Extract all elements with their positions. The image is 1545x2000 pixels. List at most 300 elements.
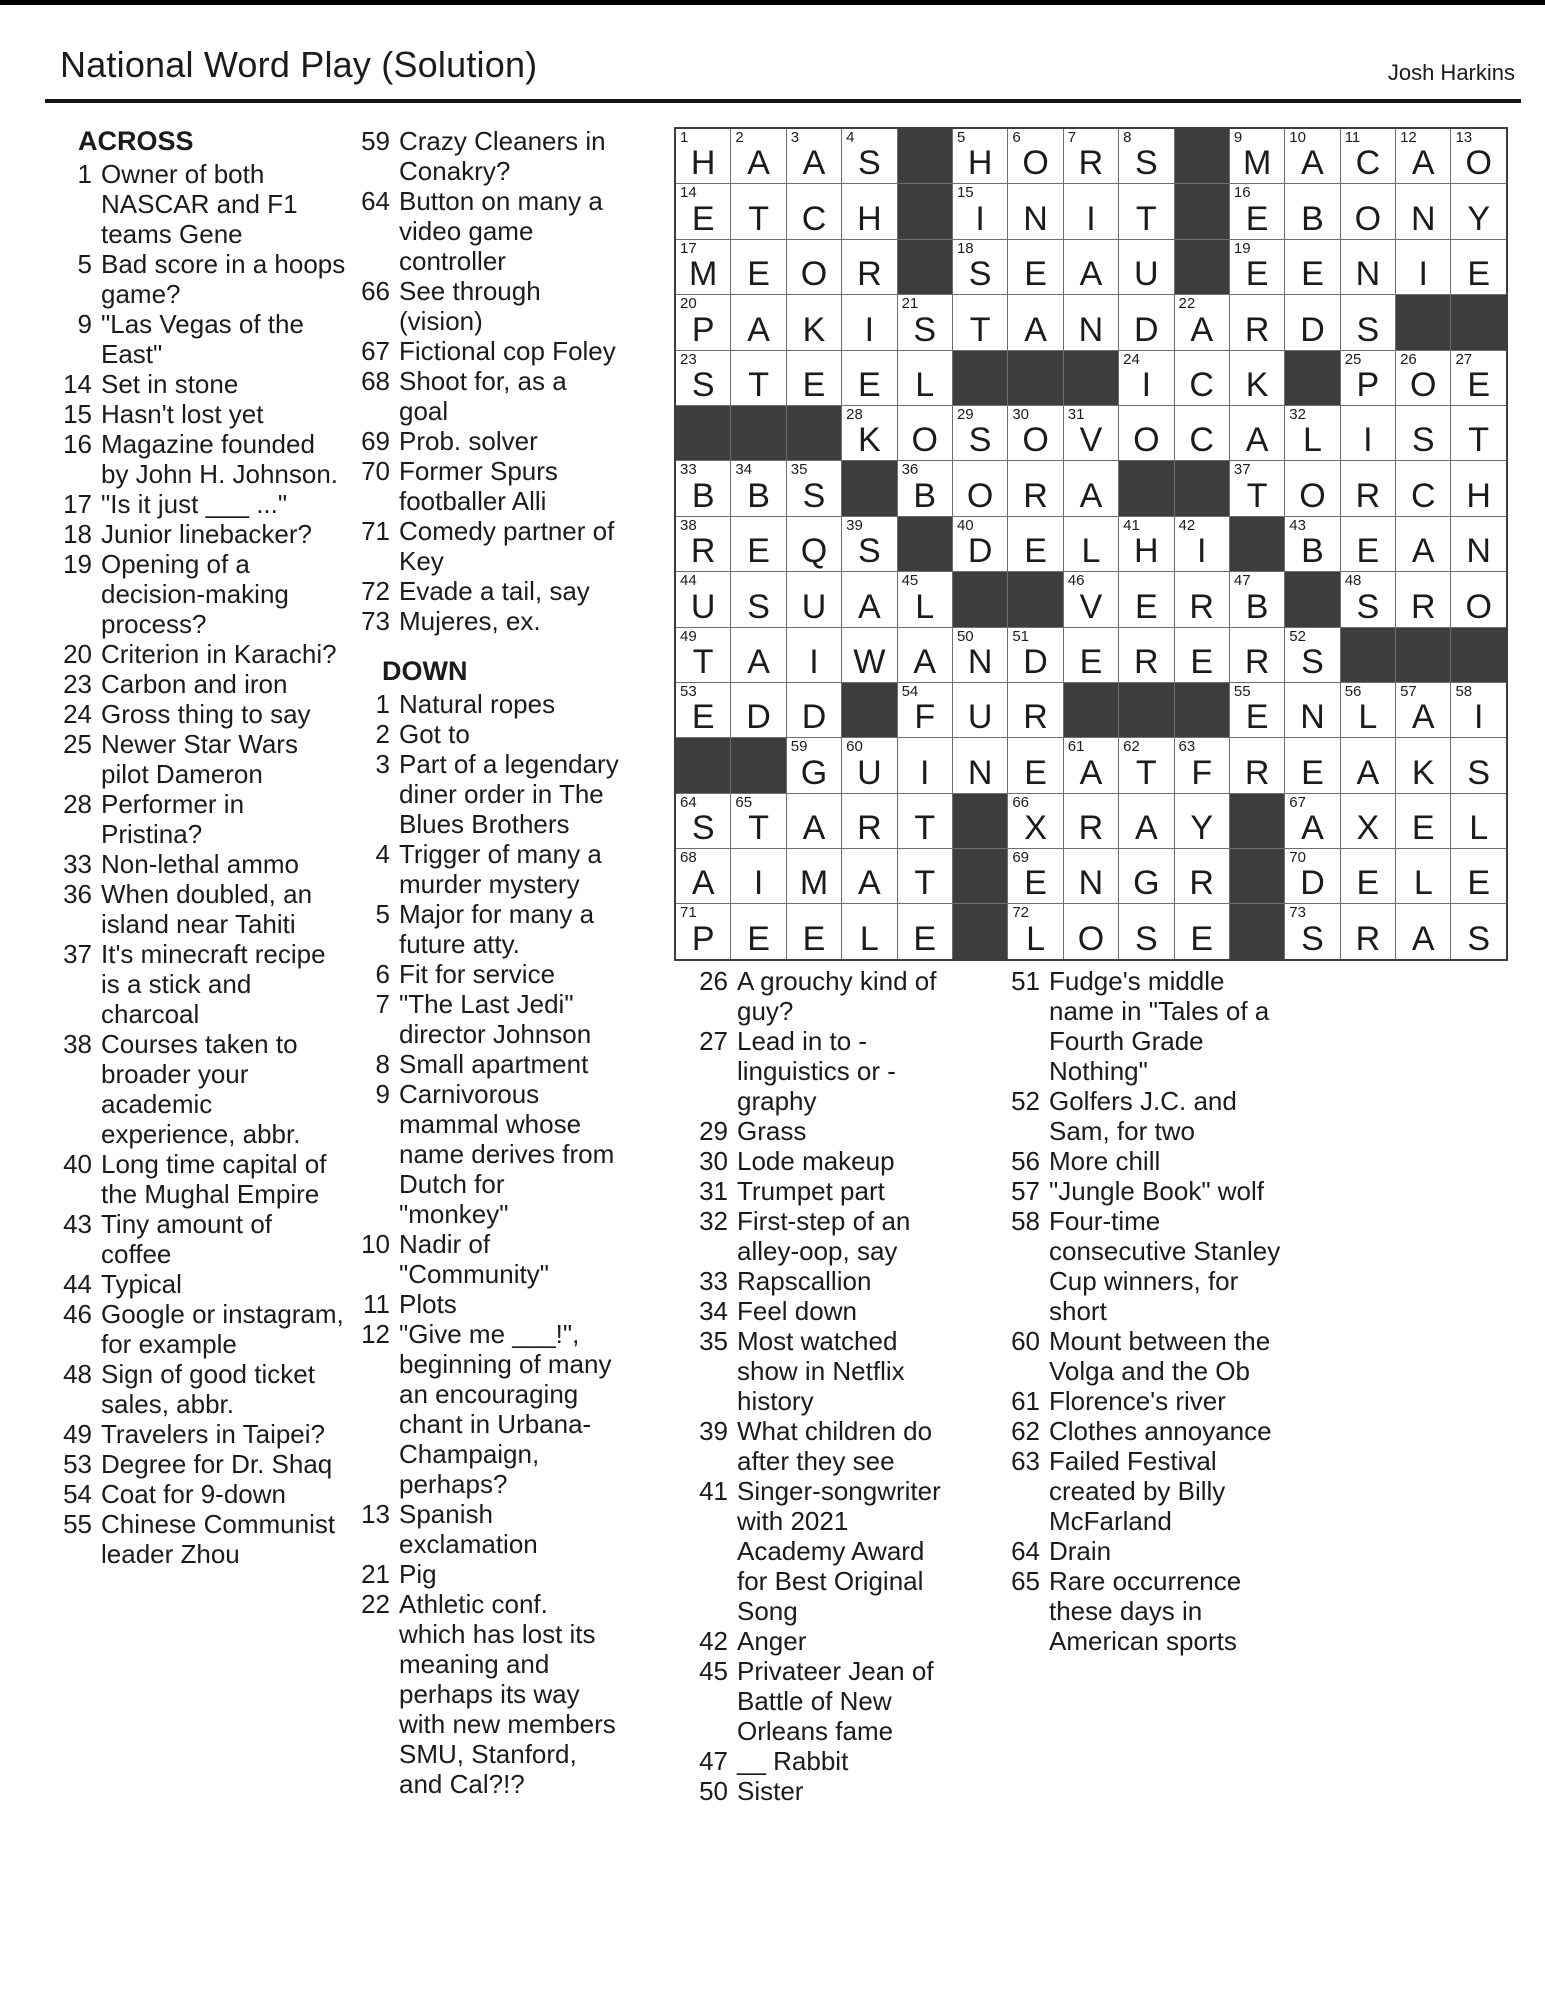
clue-text: Courses taken to broader your academic experience, abbr. xyxy=(101,1029,301,1149)
cell-letter: H xyxy=(857,199,882,238)
clue-text: Trumpet part xyxy=(737,1176,885,1206)
grid-cell xyxy=(1285,794,1339,848)
grid-cell-black xyxy=(842,461,896,515)
cell-number: 9 xyxy=(1233,129,1243,146)
cell-number: 45 xyxy=(901,572,919,590)
clue-number: 41 xyxy=(699,1476,728,1506)
grid-cell xyxy=(1175,295,1229,349)
cell-letter: U xyxy=(857,753,882,792)
clue-text: Fictional cop Foley xyxy=(399,336,616,366)
cell-number: 34 xyxy=(735,461,753,479)
clue-number: 8 xyxy=(375,1049,390,1079)
clue-number: 69 xyxy=(361,426,390,456)
cell-letter: M xyxy=(799,864,829,903)
clue-item xyxy=(60,639,350,669)
grid-cell-black xyxy=(1285,572,1339,626)
clue-number: 38 xyxy=(63,1029,92,1059)
clue-item xyxy=(352,899,620,959)
grid-cell xyxy=(1008,129,1062,183)
clue-number: 73 xyxy=(361,606,390,636)
clue-number: 45 xyxy=(699,1656,728,1686)
clue-text: See through (vision) xyxy=(399,276,541,336)
clue-text: Privateer Jean of Battle of New Orleans fame xyxy=(737,1656,934,1746)
clue-item xyxy=(60,729,350,789)
grid-cell xyxy=(1396,240,1450,294)
cell-letter: T xyxy=(914,864,936,903)
author-byline: Josh Harkins xyxy=(1387,60,1515,85)
cell-letter: N xyxy=(967,753,993,792)
cell-letter: L xyxy=(1413,864,1433,903)
cell-letter: N xyxy=(967,642,993,681)
clue-text: Mujeres, ex. xyxy=(399,606,541,636)
cell-letter: E xyxy=(1356,864,1380,903)
clue-number: 43 xyxy=(63,1209,92,1239)
cell-letter: I xyxy=(975,199,985,238)
cell-letter: E xyxy=(1301,255,1324,294)
clue-item xyxy=(692,1206,964,1266)
clue-item xyxy=(352,959,620,989)
cell-letter: U xyxy=(690,587,716,626)
grid-cell xyxy=(1230,683,1284,737)
clue-number: 64 xyxy=(361,186,390,216)
cell-letter: L xyxy=(915,365,935,404)
cell-number: 35 xyxy=(790,461,808,479)
grid-cell xyxy=(1285,406,1339,460)
grid-cell xyxy=(953,517,1007,571)
grid-cell xyxy=(953,129,1007,183)
clue-item xyxy=(60,309,350,369)
cell-letter: R xyxy=(1078,144,1104,183)
cell-letter: L xyxy=(1081,532,1101,571)
clue-number: 71 xyxy=(361,516,390,546)
cell-letter: E xyxy=(1467,365,1490,404)
clue-item xyxy=(1002,1086,1294,1146)
grid-cell xyxy=(676,129,730,183)
clue-text: Clothes annoyance xyxy=(1049,1416,1272,1446)
grid-cell-black xyxy=(1064,683,1118,737)
cell-letter: N xyxy=(1078,864,1104,903)
clue-number: 5 xyxy=(77,249,92,279)
grid-cell xyxy=(1285,738,1339,792)
clue-item xyxy=(352,1229,620,1289)
cell-letter: E xyxy=(1245,698,1269,737)
grid-cell xyxy=(953,240,1007,294)
cell-number: 10 xyxy=(1289,129,1306,146)
cell-letter: E xyxy=(1024,532,1047,571)
clue-number: 11 xyxy=(363,1289,390,1319)
clue-number: 33 xyxy=(699,1266,728,1296)
cell-letter: A xyxy=(1301,809,1324,848)
grid-cell xyxy=(731,904,785,958)
clue-number: 13 xyxy=(361,1499,390,1529)
cell-letter: A xyxy=(1245,421,1269,460)
grid-cell xyxy=(787,129,841,183)
grid-cell xyxy=(731,351,785,405)
clue-item xyxy=(352,1499,620,1559)
clue-number: 19 xyxy=(63,549,92,579)
grid-cell xyxy=(787,461,841,515)
cell-number: 15 xyxy=(956,184,974,202)
grid-cell xyxy=(953,184,1007,238)
grid-cell xyxy=(1119,794,1173,848)
grid-cell xyxy=(898,849,952,903)
clue-item xyxy=(60,1029,350,1149)
cell-letter: M xyxy=(1242,144,1272,183)
clue-item xyxy=(60,939,350,1029)
clue-text: Fudge's middle name in "Tales of a Fourth Grade Nothing" xyxy=(1049,966,1270,1086)
cell-letter: L xyxy=(859,919,879,958)
clue-text: Magazine founded by John H. Johnson. xyxy=(101,429,339,489)
grid-cell-black xyxy=(731,406,785,460)
grid-cell xyxy=(953,738,1007,792)
cell-letter: E xyxy=(1467,255,1490,294)
grid-cell xyxy=(1285,295,1339,349)
clue-number: 25 xyxy=(63,729,92,759)
clue-number: 36 xyxy=(63,879,92,909)
grid-cell-black xyxy=(1230,904,1284,958)
clue-item xyxy=(60,1149,350,1209)
clue-text: Opening of a decision-making process? xyxy=(101,549,289,639)
cell-letter: A xyxy=(1190,310,1214,349)
clue-item xyxy=(692,966,964,1026)
clue-number: 27 xyxy=(699,1026,728,1056)
cell-number: 37 xyxy=(1233,461,1251,479)
grid-cell xyxy=(731,683,785,737)
clue-text: Evade a tail, say xyxy=(399,576,590,606)
grid-cell xyxy=(676,849,730,903)
grid-cell xyxy=(1341,849,1395,903)
clue-number: 39 xyxy=(699,1416,728,1446)
grid-cell xyxy=(898,738,952,792)
grid-cell xyxy=(1285,240,1339,294)
grid-cell xyxy=(1175,572,1229,626)
grid-cell xyxy=(1119,517,1173,571)
grid-cell xyxy=(1008,184,1062,238)
cell-letter: B xyxy=(747,476,770,515)
clue-item xyxy=(60,789,350,849)
grid-cell xyxy=(1396,351,1450,405)
cell-number: 25 xyxy=(1344,350,1362,368)
grid-cell xyxy=(1341,461,1395,515)
clue-text: Criterion in Karachi? xyxy=(101,639,337,669)
grid-cell xyxy=(1285,517,1339,571)
cell-number: 53 xyxy=(680,682,697,700)
grid-cell xyxy=(1064,628,1118,682)
cell-letter: E xyxy=(1356,532,1380,571)
clue-item xyxy=(692,1176,964,1206)
clue-text: Shoot for, as a goal xyxy=(399,366,567,426)
clue-text: Failed Festival created by Billy McFarland xyxy=(1049,1446,1226,1536)
clue-text: Part of a legendary diner order in The Blues Brothers xyxy=(399,749,619,839)
grid-cell xyxy=(1230,184,1284,238)
cell-letter: R xyxy=(1244,753,1270,792)
grid-cell xyxy=(898,351,952,405)
clue-item xyxy=(60,1209,350,1269)
grid-cell-black xyxy=(898,129,952,183)
cell-letter: O xyxy=(1022,144,1049,183)
cell-letter: N xyxy=(1410,199,1436,238)
clue-item xyxy=(1002,966,1294,1086)
cell-letter: S xyxy=(802,476,826,515)
clue-item xyxy=(352,126,620,186)
cell-number: 39 xyxy=(846,516,863,534)
cell-letter: O xyxy=(1133,421,1160,460)
cell-letter: R xyxy=(1355,919,1381,958)
cell-letter: E xyxy=(1301,753,1324,792)
clue-text: Bad score in a hoops game? xyxy=(101,249,346,309)
cell-letter: A xyxy=(1356,753,1380,792)
grid-cell xyxy=(1341,517,1395,571)
clue-text: Chinese Communist leader Zhou xyxy=(101,1509,336,1569)
grid-cell xyxy=(1064,517,1118,571)
clue-item xyxy=(1002,1536,1294,1566)
grid-cell xyxy=(1396,406,1450,460)
grid-cell xyxy=(842,628,896,682)
clue-number: 28 xyxy=(63,789,92,819)
grid-cell xyxy=(1396,517,1450,571)
cell-number: 51 xyxy=(1012,627,1030,645)
grid-cell xyxy=(842,129,896,183)
clue-text: A grouchy kind of guy? xyxy=(737,966,937,1026)
cell-letter: B xyxy=(1301,532,1324,571)
grid-cell xyxy=(1008,517,1062,571)
cell-letter: E xyxy=(1024,753,1047,792)
grid-cell xyxy=(1064,240,1118,294)
grid-cell xyxy=(1451,129,1505,183)
grid-cell-black xyxy=(953,904,1007,958)
clue-text: Long time capital of the Mughal Empire xyxy=(101,1149,327,1209)
cell-letter: D xyxy=(1134,310,1159,349)
cell-letter: O xyxy=(1410,365,1437,404)
clue-item xyxy=(60,159,350,249)
clue-item xyxy=(352,576,620,606)
cell-letter: R xyxy=(1189,587,1214,626)
grid-cell xyxy=(787,904,841,958)
cell-letter: P xyxy=(691,310,715,349)
clue-number: 33 xyxy=(63,849,92,879)
clue-number: 3 xyxy=(375,749,390,779)
grid-cell xyxy=(787,628,841,682)
clue-text: Lode makeup xyxy=(737,1146,895,1176)
cell-letter: R xyxy=(1134,642,1159,681)
clue-number: 55 xyxy=(63,1509,92,1539)
cell-letter: L xyxy=(915,587,935,626)
cell-letter: E xyxy=(1190,642,1214,681)
cell-letter: E xyxy=(1190,919,1214,958)
cell-letter: O xyxy=(1077,919,1105,958)
clue-number: 35 xyxy=(699,1326,728,1356)
clue-text: Rapscallion xyxy=(737,1266,872,1296)
cell-number: 43 xyxy=(1289,516,1306,534)
cell-number: 63 xyxy=(1178,738,1196,756)
clue-text: Junior linebacker? xyxy=(101,519,313,549)
grid-cell xyxy=(1451,461,1505,515)
clue-number: 7 xyxy=(375,989,390,1019)
cell-letter: N xyxy=(1023,199,1048,238)
cell-number: 52 xyxy=(1289,627,1306,645)
cell-letter: A xyxy=(691,864,715,903)
cell-letter: P xyxy=(1356,365,1380,404)
cell-number: 29 xyxy=(956,405,974,423)
clue-text: Mount between the Volga and the Ob xyxy=(1049,1326,1271,1386)
clue-item xyxy=(60,1479,350,1509)
grid-cell-black xyxy=(1451,295,1505,349)
clue-item xyxy=(60,669,350,699)
grid-cell xyxy=(1341,683,1395,737)
grid-cell xyxy=(1119,184,1173,238)
cell-number: 24 xyxy=(1123,350,1140,368)
clue-item xyxy=(692,1746,964,1776)
grid-cell xyxy=(1008,683,1062,737)
grid-cell xyxy=(1175,738,1229,792)
clue-text: When doubled, an island near Tahiti xyxy=(101,879,313,939)
cell-letter: R xyxy=(1078,809,1104,848)
clue-item xyxy=(60,879,350,939)
grid-cell xyxy=(1396,738,1450,792)
cell-letter: R xyxy=(1244,642,1270,681)
grid-cell xyxy=(1064,738,1118,792)
clue-text: Button on many a video game controller xyxy=(399,186,603,276)
grid-cell xyxy=(787,295,841,349)
cell-letter: I xyxy=(1141,365,1152,404)
grid-cell xyxy=(1285,129,1339,183)
grid-cell xyxy=(676,628,730,682)
cell-number: 56 xyxy=(1344,682,1362,700)
grid-cell xyxy=(676,572,730,626)
grid-cell xyxy=(1341,184,1395,238)
clue-item xyxy=(352,1289,620,1319)
cell-number: 21 xyxy=(901,295,919,313)
cell-letter: A xyxy=(747,642,770,681)
grid-cell-black xyxy=(842,683,896,737)
cell-letter: O xyxy=(1022,421,1049,460)
cell-letter: T xyxy=(1135,753,1157,792)
grid-cell-black xyxy=(1008,351,1062,405)
grid-cell xyxy=(842,295,896,349)
clue-text: Drain xyxy=(1049,1536,1112,1566)
clue-number: 44 xyxy=(63,1269,92,1299)
down-clue-list xyxy=(352,689,620,1799)
cell-letter: S xyxy=(691,809,715,848)
clue-item xyxy=(1002,1206,1294,1326)
cell-letter: B xyxy=(1245,587,1269,626)
clue-item xyxy=(692,1476,964,1626)
cell-letter: A xyxy=(747,144,770,183)
cell-number: 36 xyxy=(901,461,919,479)
cell-letter: G xyxy=(1133,864,1160,903)
grid-cell-black xyxy=(898,517,952,571)
grid-cell xyxy=(953,295,1007,349)
clue-text: What children do after they see xyxy=(737,1416,933,1476)
cell-letter: I xyxy=(1196,532,1207,571)
cell-letter: L xyxy=(1026,919,1045,958)
page-title: National Word Play (Solution) xyxy=(60,44,538,85)
cell-number: 17 xyxy=(680,239,697,257)
clue-number: 62 xyxy=(1011,1416,1040,1446)
cell-letter: N xyxy=(1078,310,1104,349)
cell-letter: Q xyxy=(800,532,828,571)
top-border xyxy=(0,0,1545,5)
grid-cell-black xyxy=(898,240,952,294)
cell-number: 27 xyxy=(1455,350,1473,368)
grid-cell xyxy=(1396,129,1450,183)
grid-cell xyxy=(787,572,841,626)
clue-item xyxy=(692,1026,964,1116)
clue-item xyxy=(692,1656,964,1746)
down-clue-list-continued xyxy=(692,966,964,1806)
grid-cell xyxy=(898,904,952,958)
grid-cell xyxy=(953,406,1007,460)
grid-cell xyxy=(1230,240,1284,294)
cell-letter: O xyxy=(1354,199,1382,238)
cell-number: 8 xyxy=(1123,129,1132,146)
grid-cell xyxy=(676,295,730,349)
cell-letter: K xyxy=(802,310,826,349)
clue-number: 5 xyxy=(375,899,390,929)
grid-cell xyxy=(953,461,1007,515)
cell-letter: O xyxy=(800,255,828,294)
clue-number: 26 xyxy=(699,966,728,996)
grid-cell xyxy=(1451,794,1505,848)
cell-letter: E xyxy=(802,919,826,958)
clue-item xyxy=(352,989,620,1049)
grid-cell xyxy=(787,738,841,792)
grid-cell xyxy=(731,517,785,571)
cell-letter: A xyxy=(747,310,770,349)
grid-cell-black xyxy=(1451,628,1505,682)
cell-letter: B xyxy=(913,476,937,515)
clue-number: 72 xyxy=(361,576,390,606)
clue-column-bottom-right xyxy=(1002,966,1294,1656)
grid-cell xyxy=(676,794,730,848)
clue-item xyxy=(352,456,620,516)
cell-letter: R xyxy=(1355,476,1381,515)
clue-item xyxy=(60,369,350,399)
grid-cell xyxy=(1230,406,1284,460)
cell-letter: D xyxy=(1300,310,1325,349)
cell-letter: M xyxy=(689,255,718,294)
cell-letter: P xyxy=(691,919,715,958)
clue-item xyxy=(60,249,350,309)
clue-item xyxy=(60,399,350,429)
grid-cell xyxy=(1341,904,1395,958)
clue-item xyxy=(352,1589,620,1799)
cell-letter: I xyxy=(1473,698,1484,737)
clue-item xyxy=(352,1079,620,1229)
clue-text: Florence's river xyxy=(1049,1386,1226,1416)
cell-letter: S xyxy=(858,144,881,183)
grid-cell xyxy=(1064,406,1118,460)
grid-cell xyxy=(842,406,896,460)
grid-cell xyxy=(1008,295,1062,349)
grid-cell-black xyxy=(1119,461,1173,515)
clue-number: 9 xyxy=(375,1079,390,1109)
grid-cell xyxy=(1064,295,1118,349)
cell-letter: A xyxy=(802,144,826,183)
cell-letter: A xyxy=(1079,753,1103,792)
cell-letter: E xyxy=(1467,864,1490,903)
clue-item xyxy=(352,1559,620,1589)
cell-letter: L xyxy=(1358,698,1378,737)
cell-letter: G xyxy=(800,753,828,792)
grid-cell-black xyxy=(1175,683,1229,737)
clue-number: 56 xyxy=(1011,1146,1040,1176)
cell-letter: R xyxy=(857,255,882,294)
clue-item xyxy=(352,336,620,366)
cell-letter: L xyxy=(1469,809,1489,848)
clue-item xyxy=(352,719,620,749)
cell-number: 50 xyxy=(956,627,974,645)
